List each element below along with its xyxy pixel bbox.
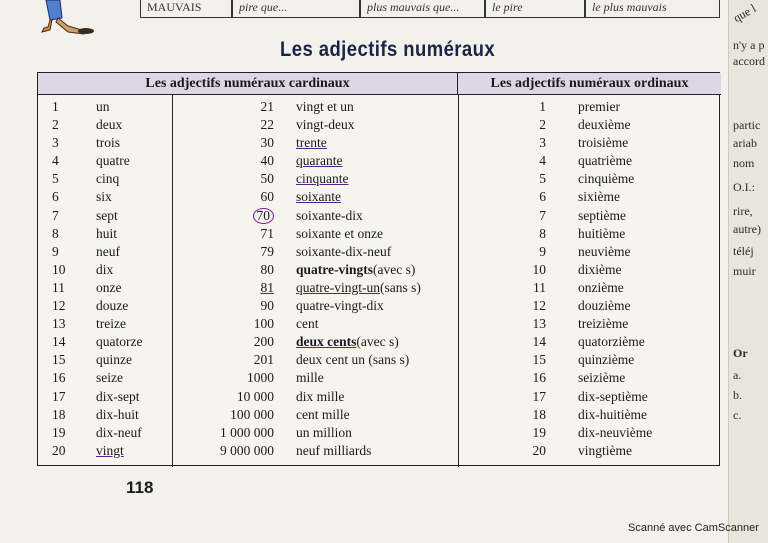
table-cell: 20 — [52, 442, 66, 458]
cardinal-left-numbers — [52, 98, 82, 460]
table-cell: 79 — [260, 243, 274, 259]
table-cell: un — [96, 99, 110, 114]
table-cell: vingtième — [578, 442, 632, 458]
underlined-number: 81 — [260, 279, 274, 295]
table-cell: neuf milliards — [296, 442, 372, 458]
top-cell-5: le plus mauvais — [585, 0, 720, 18]
table-cell: 3 — [52, 135, 59, 151]
table-cell: 7 — [52, 207, 59, 223]
table-cell: quinzième — [578, 352, 635, 368]
table-cell: dix-huit — [96, 406, 139, 422]
cardinal-right-numbers — [178, 98, 274, 460]
table-cell: 80 — [260, 261, 274, 277]
table-cell: 60 — [260, 189, 274, 205]
table-cell-text: quatre-vingts — [296, 261, 374, 277]
table-cell: un million — [296, 424, 352, 440]
table-cell — [296, 279, 461, 297]
table-note: (sans s) — [379, 279, 421, 295]
margin-text: accord — [733, 54, 765, 68]
margin-text: n'y a p — [733, 38, 765, 52]
ordinal-numbers — [508, 98, 546, 460]
table-cell: 18 — [532, 406, 546, 422]
table-cell: 16 — [52, 370, 66, 386]
margin-text: Or — [733, 346, 748, 360]
table-cell-text: soixante — [296, 189, 341, 205]
table-cell: dixième — [578, 261, 622, 277]
table-cell: dix — [96, 261, 114, 277]
table-cell: neuvième — [578, 243, 631, 259]
table-cell: cent — [296, 316, 319, 332]
table-cell: treizième — [578, 316, 629, 332]
table-cell: soixante-dix — [296, 207, 363, 223]
table-cell: deux cent un (sans s) — [296, 352, 410, 368]
table-cell: cinquième — [578, 171, 635, 187]
table-cell: douze — [96, 298, 129, 314]
table-cell: 1000 — [247, 370, 274, 386]
table-cell-text: quarante — [296, 153, 343, 169]
table-cell: vingt et un — [296, 99, 354, 114]
table-note: (avec s) — [373, 261, 416, 277]
table-cell-text: cinquante — [296, 171, 349, 187]
table-cell: soixante et onze — [296, 225, 383, 241]
ordinal-words — [578, 98, 718, 460]
table-cell: 13 — [52, 316, 66, 332]
scanner-watermark: Scanné avec CamScanner — [628, 522, 759, 534]
table-cell: dix-huitième — [578, 406, 647, 422]
top-cell-1: MAUVAIS — [140, 0, 232, 18]
table-cell: 5 — [52, 171, 59, 187]
table-cell: 50 — [260, 171, 274, 187]
margin-text: rire, — [733, 204, 753, 218]
table-cell: 15 — [532, 352, 546, 368]
table-cell: 9 — [539, 243, 546, 259]
table-note: (avec s) — [356, 334, 399, 350]
table-cell: 11 — [533, 279, 546, 295]
table-cell: 14 — [532, 334, 546, 350]
table-cell: 8 — [52, 225, 59, 241]
table-cell: seizième — [578, 370, 626, 386]
table-cell-text: deux cents — [296, 334, 357, 350]
table-cell — [178, 279, 274, 297]
margin-text: muir — [733, 264, 756, 278]
table-cell: 10 — [52, 261, 66, 277]
table-cell: deuxième — [578, 117, 631, 133]
table-cell: 20 — [532, 442, 546, 458]
table-cell: vingt-deux — [296, 117, 355, 133]
margin-text: b. — [733, 388, 742, 402]
table-cell: 17 — [532, 388, 546, 404]
table-cell: huit — [96, 225, 118, 241]
table-cell: septième — [578, 207, 626, 223]
margin-text: autre) — [733, 222, 761, 236]
margin-text: nom — [733, 156, 755, 170]
margin-text: partic — [733, 118, 761, 132]
table-cell: 14 — [52, 334, 66, 350]
mascot-illustration-icon — [38, 0, 98, 36]
cardinal-right-words — [296, 98, 461, 460]
page-number: 118 — [126, 478, 154, 497]
table-cell: 5 — [539, 171, 546, 187]
margin-text: O.I.: — [733, 180, 755, 194]
table-cell: sept — [96, 207, 118, 223]
top-cell-3: plus mauvais que... — [360, 0, 485, 18]
table-cell: dix-septième — [578, 388, 648, 404]
table-cell: dix-neuvième — [578, 424, 653, 440]
table-cell — [296, 134, 461, 152]
table-cell: 16 — [532, 370, 546, 386]
table-cell — [296, 333, 461, 351]
table-cell: douzième — [578, 298, 631, 314]
table-cell: 22 — [260, 117, 274, 133]
table-cell: 17 — [52, 388, 66, 404]
margin-text: ariab — [733, 136, 757, 150]
table-cell: 12 — [52, 298, 66, 314]
table-cell: 10 000 — [236, 388, 274, 404]
table-cell: 1 000 000 — [220, 424, 274, 440]
table-cell: 200 — [253, 334, 274, 350]
table-cell: quinze — [96, 352, 132, 368]
margin-text: que l — [730, 1, 759, 26]
table-cell: 100 — [253, 316, 274, 332]
table-cell: cent mille — [296, 406, 350, 422]
numerals-table — [37, 72, 720, 466]
table-cell: trois — [96, 135, 121, 151]
table-cell: 13 — [532, 316, 546, 332]
table-cell: 8 — [539, 225, 546, 241]
table-cell: 100 000 — [230, 406, 274, 422]
table-cell — [296, 261, 461, 279]
table-cell: 6 — [52, 189, 59, 205]
table-cell: quatrième — [578, 153, 632, 169]
table-cell — [296, 188, 461, 206]
table-cell: troisième — [578, 135, 629, 151]
table-cell: 19 — [532, 424, 546, 440]
page-title: Les adjectifs numéraux — [280, 38, 496, 61]
table-cell: dix mille — [296, 388, 345, 404]
table-cell — [296, 170, 461, 188]
table-cell: premier — [578, 99, 620, 114]
table-cell: six — [96, 189, 112, 205]
top-cell-2: pire que... — [232, 0, 360, 18]
margin-text: c. — [733, 408, 742, 422]
table-cell: quatre — [96, 153, 130, 169]
table-cell: 10 — [532, 261, 546, 277]
table-cell: 1 — [52, 99, 59, 114]
table-cell: sixième — [578, 189, 620, 205]
table-cell: 4 — [539, 153, 546, 169]
table-cell — [296, 152, 461, 170]
table-cell: treize — [96, 316, 126, 332]
table-cell-text: quatre-vingt-un — [296, 279, 380, 295]
table-cell: 4 — [52, 153, 59, 169]
table-cell: 9 — [52, 243, 59, 259]
cardinal-left-words — [96, 98, 176, 460]
table-cell: soixante-dix-neuf — [296, 243, 392, 259]
table-cell: quatre-vingt-dix — [296, 298, 384, 314]
table-cell: 15 — [52, 352, 66, 368]
table-cell: 6 — [539, 189, 546, 205]
table-cell: 1 — [539, 99, 546, 114]
previous-table-row — [0, 0, 728, 20]
table-cell: quatorze — [96, 334, 143, 350]
margin-text: a. — [733, 368, 742, 382]
table-cell: 40 — [260, 153, 274, 169]
table-cell-text: trente — [296, 135, 327, 151]
margin-text: téléj — [733, 244, 754, 258]
table-cell: 19 — [52, 424, 66, 440]
table-cell: huitième — [578, 225, 626, 241]
table-cell: 3 — [539, 135, 546, 151]
table-cell: onze — [96, 279, 122, 295]
table-cell — [178, 207, 274, 225]
table-cell: 2 — [52, 117, 59, 133]
table-cell: 7 — [539, 207, 546, 223]
header-cardinal: Les adjectifs numéraux cardinaux — [38, 73, 458, 95]
table-cell: 18 — [52, 406, 66, 422]
circled-number: 70 — [253, 208, 275, 224]
table-cell: 21 — [260, 99, 274, 114]
table-cell: 2 — [539, 117, 546, 133]
top-cell-4: le pire — [485, 0, 585, 18]
table-cell: cinq — [96, 171, 120, 187]
table-cell: onzième — [578, 279, 624, 295]
table-cell: 90 — [260, 298, 274, 314]
table-cell: 11 — [52, 279, 65, 295]
table-cell: neuf — [96, 243, 120, 259]
table-cell: seize — [96, 370, 123, 386]
table-cell: quatorzième — [578, 334, 645, 350]
adjacent-page-edge — [728, 0, 768, 543]
table-cell: mille — [296, 370, 324, 386]
table-cell-text: vingt — [96, 442, 124, 458]
table-cell: 71 — [260, 225, 274, 241]
table-cell: dix-neuf — [96, 424, 142, 440]
table-cell: deux — [96, 117, 123, 133]
table-cell: 9 000 000 — [220, 442, 274, 458]
header-ordinal: Les adjectifs numéraux ordinaux — [458, 73, 721, 95]
table-cell: 201 — [253, 352, 274, 368]
table-cell — [96, 442, 176, 460]
table-cell: 12 — [532, 298, 546, 314]
table-cell: dix-sept — [96, 388, 140, 404]
table-cell: 30 — [260, 135, 274, 151]
